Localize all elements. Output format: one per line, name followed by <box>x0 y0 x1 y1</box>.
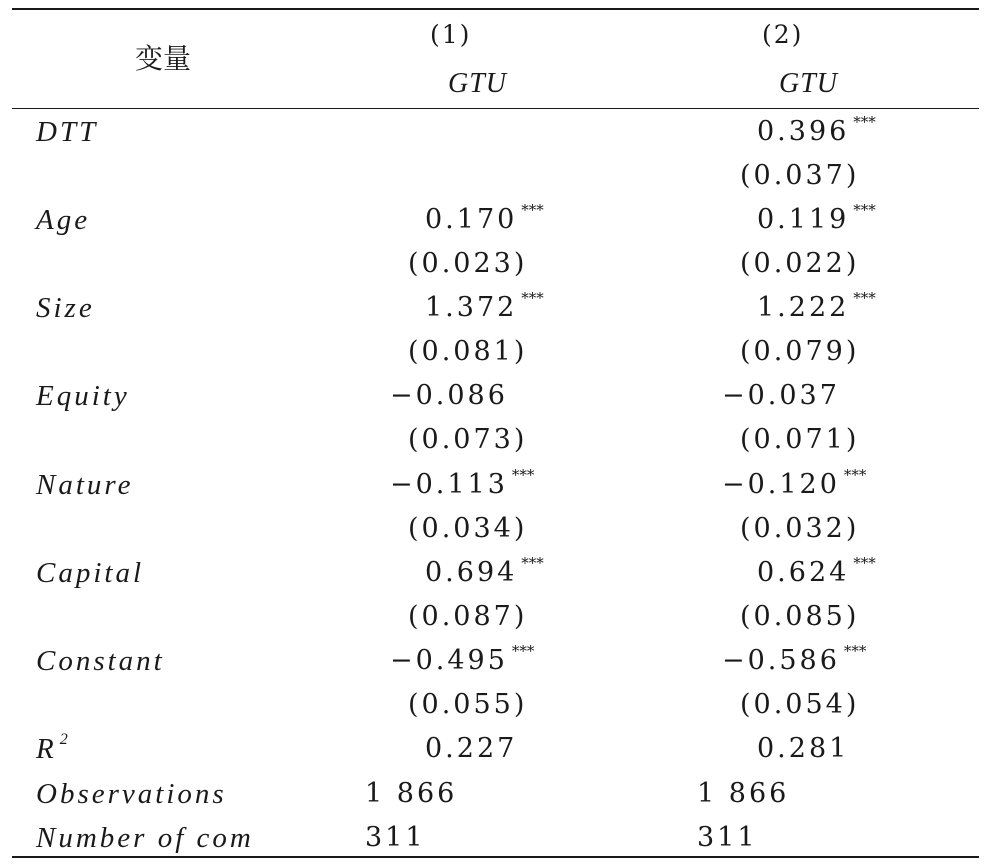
row-label <box>36 294 95 323</box>
cell-value: 1.222 <box>757 292 850 323</box>
row-label <box>36 780 227 809</box>
column-2-number: (2) <box>762 20 804 49</box>
cell-value: −0.113 <box>390 469 508 500</box>
row-label-text: Nature <box>36 469 134 501</box>
cell-value: 311 <box>697 822 758 853</box>
row-label-text: Number of com <box>36 822 254 854</box>
cell-value: (0.054) <box>740 689 860 720</box>
column-1-cell <box>408 603 527 630</box>
cell-value: −0.495 <box>390 645 508 676</box>
row-label <box>36 824 254 853</box>
column-2-cell <box>740 426 859 453</box>
column-2-cell <box>722 642 867 676</box>
cell-value: (0.037) <box>740 160 860 191</box>
cell-value: (0.032) <box>740 513 860 544</box>
cell-value: (0.034) <box>408 513 528 544</box>
column-1-cell <box>365 824 426 851</box>
column-2-cell <box>740 338 859 365</box>
row-label-text: Capital <box>36 557 145 589</box>
column-2-cell <box>757 554 876 588</box>
cell-value: (0.085) <box>740 601 860 632</box>
cell-value: (0.023) <box>408 248 528 279</box>
column-2-cell <box>740 603 859 630</box>
cell-value: −0.586 <box>722 645 840 676</box>
top-rule <box>12 8 979 10</box>
cell-value: (0.073) <box>408 424 528 455</box>
column-1-number: (1) <box>430 20 472 49</box>
cell-value: 1 866 <box>365 778 458 809</box>
cell-value: 311 <box>365 822 426 853</box>
row-label <box>36 647 165 676</box>
header-rule <box>12 108 979 109</box>
significance-stars: *** <box>843 642 867 660</box>
column-1-cell <box>365 780 457 807</box>
row-label-superscript: 2 <box>59 731 71 748</box>
column-1-cell <box>408 515 527 542</box>
row-label-text: Constant <box>36 645 165 677</box>
significance-stars: *** <box>521 201 544 219</box>
column-2-cell <box>740 250 859 277</box>
cell-value: (0.071) <box>740 424 860 455</box>
column-2-cell <box>697 780 789 807</box>
cell-value: 0.281 <box>757 733 850 764</box>
significance-stars: *** <box>853 554 876 572</box>
column-2-cell <box>722 382 840 409</box>
column-2-name: GTU <box>779 68 839 99</box>
column-2-cell <box>757 113 876 147</box>
cell-value: 1.372 <box>425 292 518 323</box>
column-2-cell <box>757 201 876 235</box>
cell-value: −0.120 <box>722 469 840 500</box>
row-label <box>36 118 98 147</box>
column-2-cell <box>740 162 859 189</box>
column-1-cell <box>425 735 517 762</box>
cell-value: (0.079) <box>740 336 860 367</box>
column-1-cell <box>425 201 544 235</box>
cell-value: 0.396 <box>757 116 850 147</box>
row-label <box>36 206 90 235</box>
cell-value: (0.081) <box>408 336 528 367</box>
column-2-cell <box>757 735 849 762</box>
column-1-cell <box>408 338 527 365</box>
row-label-text: Size <box>36 292 95 324</box>
row-label-text: R <box>36 733 57 765</box>
cell-value: 0.694 <box>425 557 518 588</box>
significance-stars: *** <box>853 289 876 307</box>
row-label-text: DTT <box>36 116 99 148</box>
row-label <box>36 559 144 588</box>
row-label <box>36 471 133 500</box>
row-label <box>36 382 130 411</box>
column-2-cell <box>697 824 758 851</box>
cell-value: 0.624 <box>757 557 850 588</box>
cell-value: −0.086 <box>390 380 508 411</box>
significance-stars: *** <box>853 113 876 131</box>
row-label <box>36 731 71 765</box>
column-2-cell <box>757 289 876 323</box>
significance-stars: *** <box>843 466 867 484</box>
column-1-cell <box>390 466 535 500</box>
bottom-rule <box>12 856 979 858</box>
column-1-cell <box>390 642 535 676</box>
cell-value: (0.087) <box>408 601 528 632</box>
significance-stars: *** <box>511 466 535 484</box>
cell-value: 0.227 <box>425 733 518 764</box>
significance-stars: *** <box>511 642 535 660</box>
column-2-cell <box>740 691 859 718</box>
cell-value: (0.055) <box>408 689 528 720</box>
column-2-cell <box>722 466 867 500</box>
row-label-text: Equity <box>36 380 130 412</box>
column-1-name: GTU <box>448 68 508 99</box>
column-1-cell <box>390 382 508 409</box>
row-label-text: Observations <box>36 778 227 810</box>
significance-stars: *** <box>521 289 544 307</box>
cell-value: 0.119 <box>757 204 850 235</box>
row-label-text: Age <box>36 204 91 236</box>
cell-value: −0.037 <box>722 380 840 411</box>
column-1-cell <box>425 554 544 588</box>
column-1-cell <box>408 691 527 718</box>
significance-stars: *** <box>853 201 876 219</box>
column-1-cell <box>408 426 527 453</box>
significance-stars: *** <box>521 554 544 572</box>
variable-column-header: 变量 <box>135 42 192 75</box>
cell-value: (0.022) <box>740 248 860 279</box>
cell-value: 1 866 <box>697 778 790 809</box>
column-2-cell <box>740 515 859 542</box>
column-1-cell <box>425 289 544 323</box>
column-1-cell <box>408 250 527 277</box>
cell-value: 0.170 <box>425 204 518 235</box>
